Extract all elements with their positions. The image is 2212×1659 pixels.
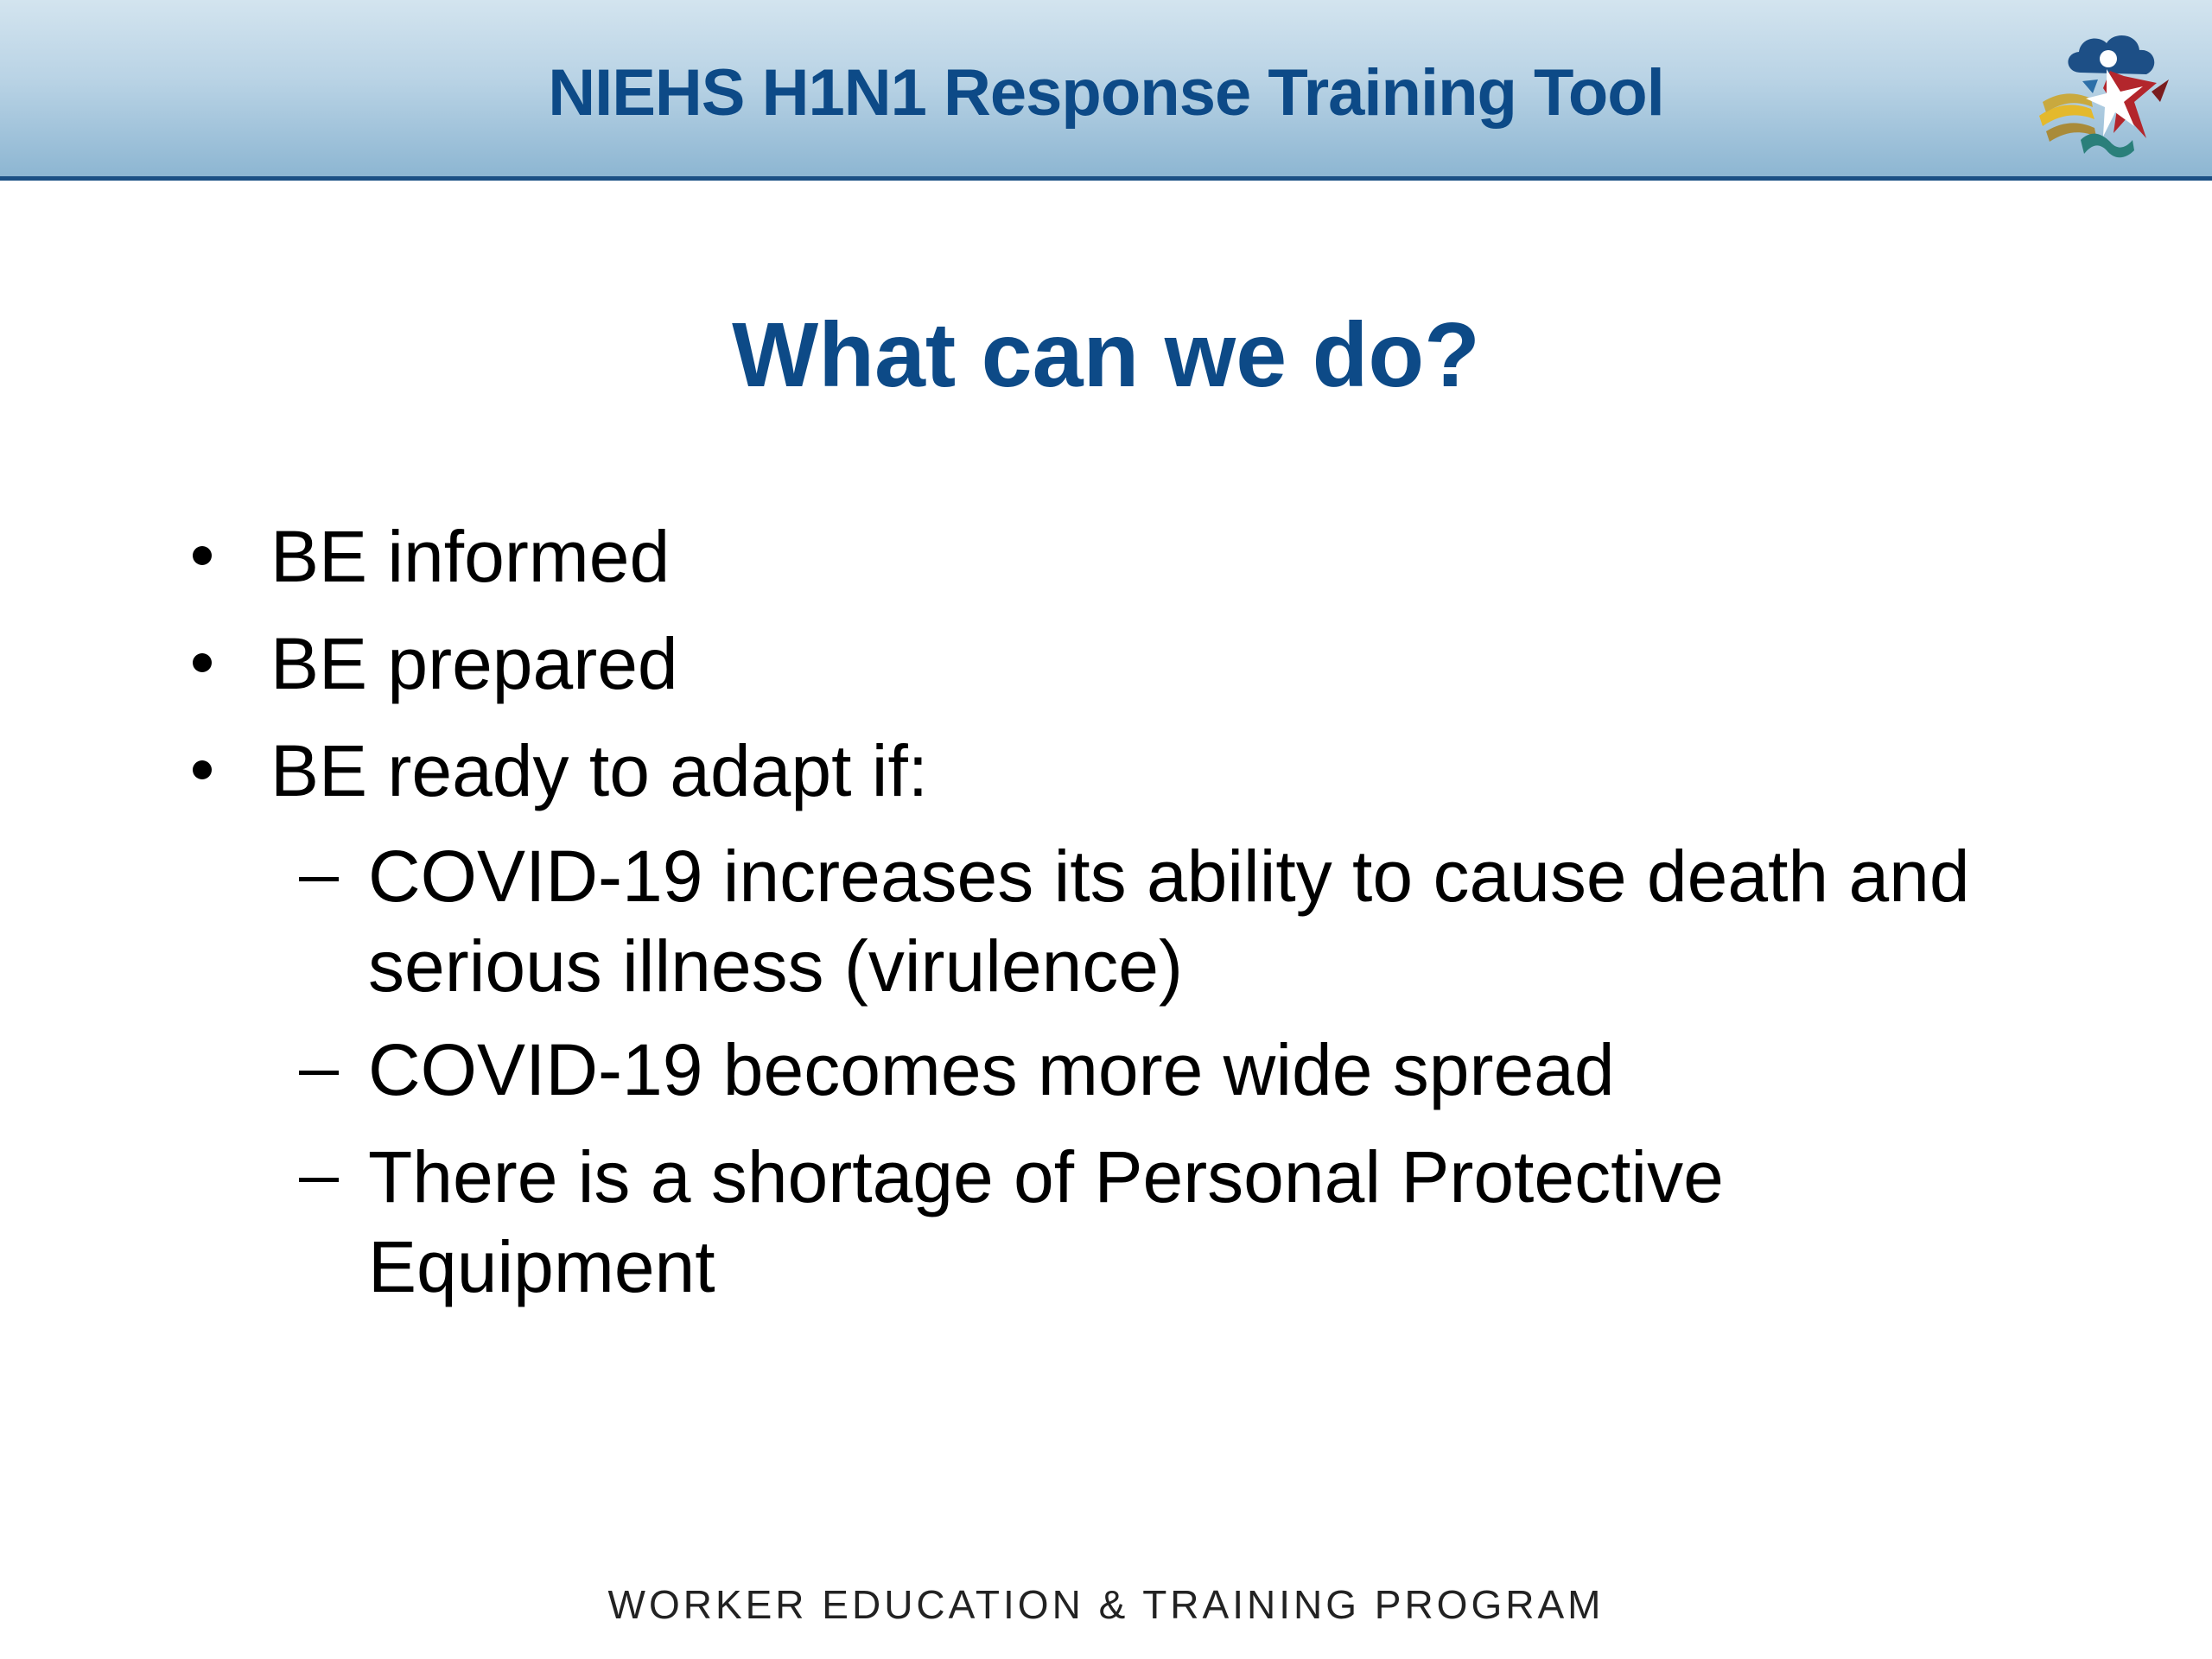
- sub-bullet-dash: [299, 877, 339, 881]
- sub-bullet-dash: [299, 1178, 339, 1182]
- sub-bullet-line: COVID-19 becomes more wide spread: [368, 1029, 1615, 1110]
- bullet-dot: [193, 760, 212, 779]
- bullet-item: BE informed: [270, 516, 671, 597]
- slide-title: What can we do?: [732, 304, 1480, 406]
- bullet-item: BE prepared: [270, 623, 678, 704]
- sub-bullet-line: There is a shortage of Personal Protective: [368, 1136, 1724, 1217]
- bullet-dot: [193, 546, 212, 565]
- footer-program-name: WORKER EDUCATION & TRAINING PROGRAM: [607, 1582, 1605, 1627]
- sub-bullet-line: COVID-19 increases its ability to cause death and: [368, 836, 1970, 917]
- bullet-dot: [193, 653, 212, 672]
- sub-bullet-line: Equipment: [368, 1226, 715, 1307]
- sub-bullet-dash: [299, 1071, 339, 1075]
- bullet-item: BE ready to adapt if:: [270, 730, 929, 811]
- header-title: NIEHS H1N1 Response Training Tool: [548, 56, 1664, 130]
- sub-bullet-line: serious illness (virulence): [368, 925, 1183, 1007]
